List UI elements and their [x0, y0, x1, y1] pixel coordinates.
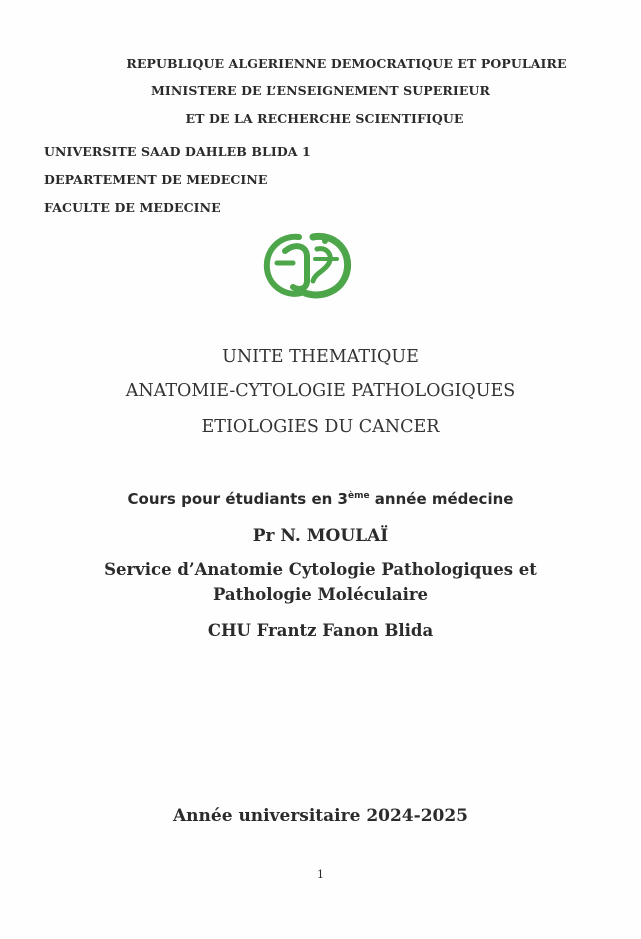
hospital-name: CHU Frantz Fanon Blida: [207, 621, 434, 640]
author-name: Pr N. MOULAÏ: [252, 526, 389, 546]
unit-title: UNITE THEMATIQUE: [222, 347, 419, 367]
course-suffix: année médecine: [369, 490, 514, 508]
course-audience: [0, 490, 641, 508]
header-ministry-continued: ET DE LA RECHERCHE SCIENTIFIQUE: [185, 111, 464, 126]
header-department: DEPARTEMENT DE MEDECINE: [44, 172, 268, 187]
service-line-2: Pathologie Moléculaire: [212, 585, 429, 604]
page-number: 1: [317, 868, 324, 881]
academic-year: Année universitaire 2024-2025: [172, 806, 469, 826]
course-prefix: Cours pour étudiants en 3: [127, 490, 348, 508]
course-superscript: ème: [347, 491, 370, 501]
header-ministry: MINISTERE DE L’ENSEIGNEMENT SUPERIEUR: [151, 83, 490, 98]
header-university: UNIVERSITE SAAD DAHLEB BLIDA 1: [44, 144, 311, 159]
topic-title: ETIOLOGIES DU CANCER: [201, 417, 440, 437]
university-logo-icon: [255, 229, 355, 301]
header-republic: REPUBLIQUE ALGERIENNE DEMOCRATIQUE ET POPULAIRE: [126, 56, 567, 71]
service-line-1: Service d’Anatomie Cytologie Pathologiques et: [104, 560, 537, 579]
header-faculty: FACULTE DE MEDECINE: [44, 200, 221, 215]
subject-title: ANATOMIE-CYTOLOGIE PATHOLOGIQUES: [125, 381, 516, 401]
